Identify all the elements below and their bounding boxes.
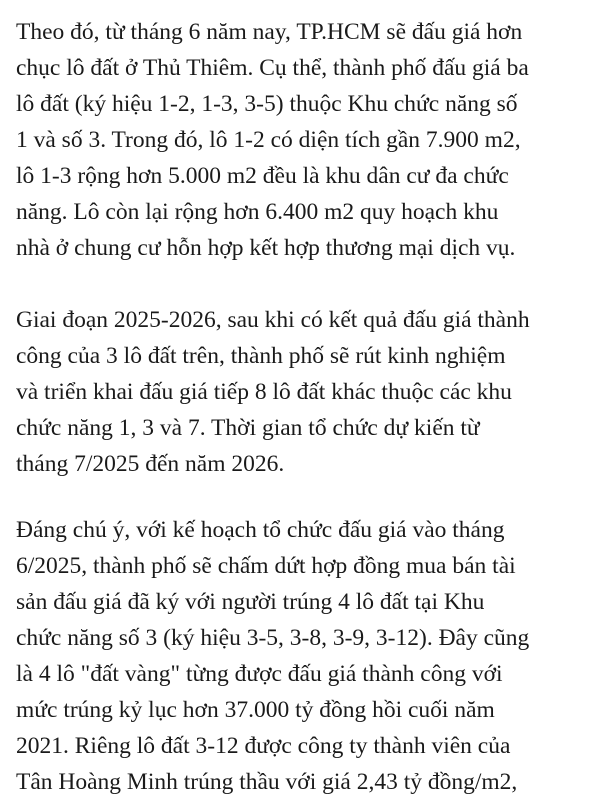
text-line: chục lô đất ở Thủ Thiêm. Cụ thể, thành phố đấu giá ba [16, 55, 529, 81]
text-line: Theo đó, từ tháng 6 năm nay, TP.HCM sẽ đấu giá hơn [16, 19, 523, 45]
text-line: là 4 lô "đất vàng" từng được đấu giá thành công với [16, 661, 503, 687]
text-line: công của 3 lô đất trên, thành phố sẽ rút kinh nghiệm [16, 343, 506, 369]
text-line: và triển khai đấu giá tiếp 8 lô đất khác thuộc các khu [16, 379, 512, 405]
text-line: 1 và số 3. Trong đó, lô 1-2 có diện tích gần 7.900 m2, [16, 127, 521, 153]
text-line: sản đấu giá đã ký với người trúng 4 lô đất tại Khu [16, 589, 485, 615]
text-line: chức năng số 3 (ký hiệu 3-5, 3-8, 3-9, 3-12). Đây cũng [16, 625, 530, 651]
text-line: chức năng 1, 3 và 7. Thời gian tổ chức dự kiến từ [16, 415, 480, 441]
paragraph-2 [16, 302, 530, 482]
text-line: lô 1-3 rộng hơn 5.000 m2 đều là khu dân cư đa chức [16, 163, 509, 189]
text-line: 6/2025, thành phố sẽ chấm dứt hợp đồng mua bán tài [16, 553, 516, 579]
text-line: lô đất (ký hiệu 1-2, 1-3, 3-5) thuộc Khu chức năng số [16, 91, 518, 117]
paragraph-1 [16, 14, 529, 266]
text-line: Đáng chú ý, với kế hoạch tổ chức đấu giá vào tháng [16, 517, 505, 543]
text-line: mức trúng kỷ lục hơn 37.000 tỷ đồng hồi cuối năm [16, 697, 495, 723]
text-line: năng. Lô còn lại rộng hơn 6.400 m2 quy hoạch khu [16, 199, 499, 225]
text-line: nhà ở chung cư hỗn hợp kết hợp thương mại dịch vụ. [16, 235, 516, 261]
text-line: 2021. Riêng lô đất 3-12 được công ty thành viên của [16, 733, 511, 759]
text-line: Tân Hoàng Minh trúng thầu với giá 2,43 tỷ đồng/m2, [16, 769, 518, 795]
paragraph-3 [16, 512, 529, 800]
text-line: tháng 7/2025 đến năm 2026. [16, 451, 285, 477]
text-line: Giai đoạn 2025-2026, sau khi có kết quả đấu giá thành [16, 307, 530, 333]
